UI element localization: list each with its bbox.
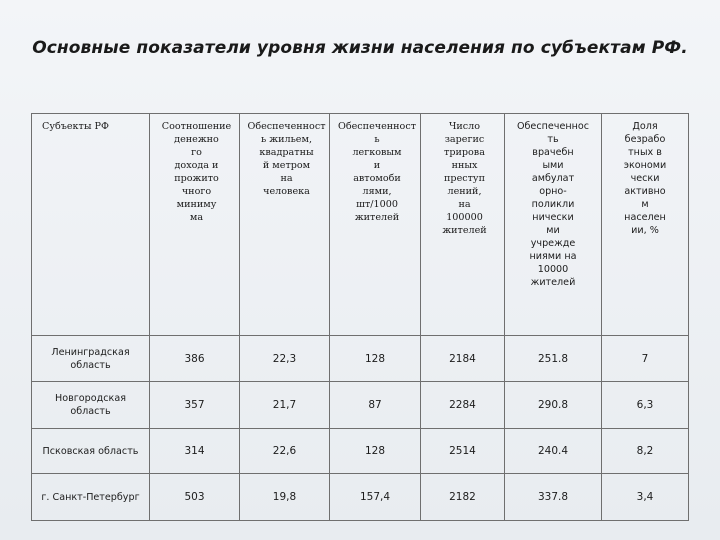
table-cell: 21,7	[240, 382, 330, 429]
table-cell: 386	[150, 336, 240, 382]
table-cell: 8,2	[602, 429, 689, 474]
table-cell: 22,3	[240, 336, 330, 382]
region-name: Псковская область	[32, 429, 150, 474]
region-name: г. Санкт-Петербург	[32, 474, 150, 521]
table-cell: 2182	[421, 474, 505, 521]
table-cell: 7	[602, 336, 689, 382]
table-cell: 87	[330, 382, 421, 429]
header-cell-clinics: Обеспеченнос ть врачебн ыми амбулат орно- поликли нически ми учрежде ниями на 10000 жителей	[505, 114, 602, 336]
table-cell: 157,4	[330, 474, 421, 521]
table-cell: 337.8	[505, 474, 602, 521]
table-cell: 128	[330, 336, 421, 382]
table-cell: 240.4	[505, 429, 602, 474]
table-row	[32, 474, 689, 521]
table-cell: 2284	[421, 382, 505, 429]
header-cell-crimes: Число зарегис трирова нных преступ лений, на 100000 жителей	[421, 114, 505, 336]
table-row	[32, 382, 689, 429]
page-title: Основные показатели уровня жизни населения по субъектам РФ.	[32, 38, 688, 58]
table-cell: 503	[150, 474, 240, 521]
table-cell: 290.8	[505, 382, 602, 429]
table-cell: 2514	[421, 429, 505, 474]
header-cell-income-ratio: Соотношение денежно го дохода и прожито чного миниму ма	[150, 114, 240, 336]
header-cell-cars: Обеспеченност ь легковым и автомоби лями, шт/1000 жителей	[330, 114, 421, 336]
header-cell-housing: Обеспеченност ь жильем, квадратны й метром на человека	[240, 114, 330, 336]
table-header-row	[32, 114, 689, 336]
table-cell: 314	[150, 429, 240, 474]
table-row	[32, 336, 689, 382]
table-cell: 6,3	[602, 382, 689, 429]
table-cell: 128	[330, 429, 421, 474]
indicators-table	[31, 113, 689, 521]
header-cell-unemployment: Доля безрабо тных в экономи чески активно м населен ии, %	[602, 114, 689, 336]
table-cell: 357	[150, 382, 240, 429]
header-cell-region: Субъекты РФ	[32, 114, 150, 336]
region-name: Новгородская область	[32, 382, 150, 429]
table-cell: 3,4	[602, 474, 689, 521]
table-row	[32, 429, 689, 474]
table-cell: 251.8	[505, 336, 602, 382]
table-cell: 22,6	[240, 429, 330, 474]
table-cell: 19,8	[240, 474, 330, 521]
table-cell: 2184	[421, 336, 505, 382]
region-name: Ленинградская область	[32, 336, 150, 382]
